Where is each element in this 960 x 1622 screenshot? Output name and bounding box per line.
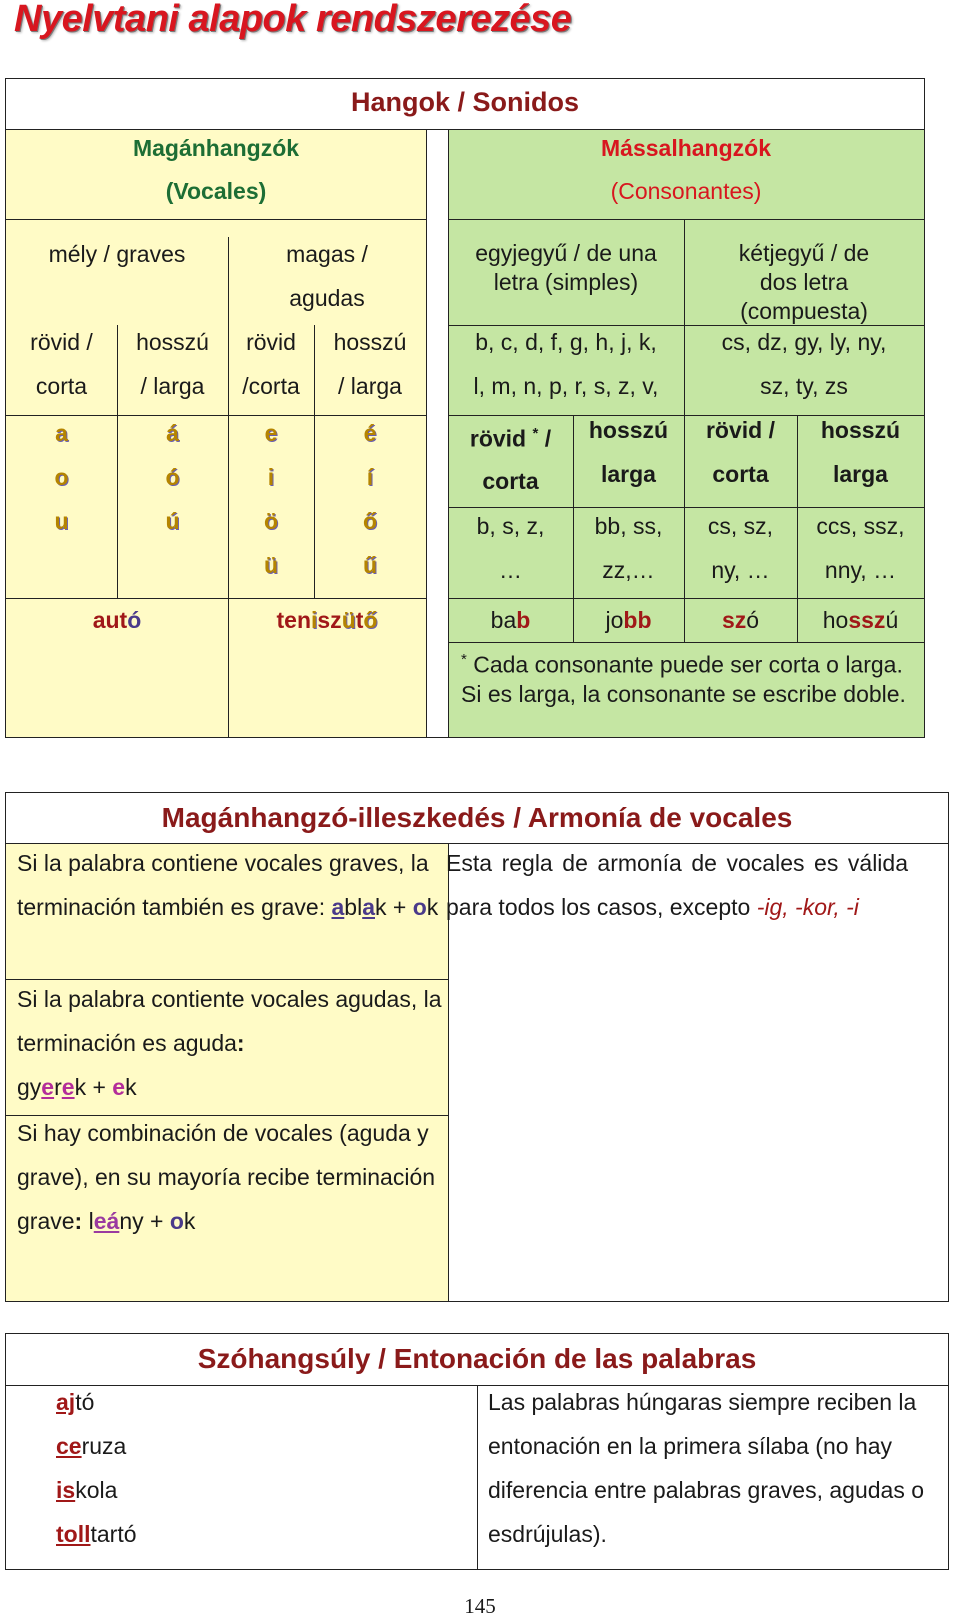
grave-vowels-label: mély / graves — [48, 241, 186, 267]
long-single-examples-2: zz,… — [602, 557, 655, 583]
page-title: Nyelvtani alapok rendszerezése — [14, 0, 572, 40]
vowel-letter: ő — [362, 508, 378, 534]
consonants-title: Mássalhangzók — [601, 135, 771, 161]
vowel-col-long-3: hosszú — [333, 329, 407, 355]
page-number: 145 — [464, 1594, 496, 1618]
long-single-examples-1: bb, ss, — [594, 513, 663, 539]
word-stress-table — [5, 1333, 949, 1570]
vowel-letter: ü — [263, 552, 279, 578]
vowel-col-short-2: corta — [35, 373, 88, 399]
sounds-title: Hangok / Sonidos — [350, 87, 579, 117]
long-consonant-label-2: larga — [601, 461, 656, 487]
vowel-col-long-1: hosszú — [136, 329, 209, 355]
vowel-letter: ú — [165, 508, 180, 534]
vowel-letter: ö — [263, 508, 279, 534]
single-letter-label-2: letra (simples) — [493, 269, 639, 295]
harmony-rule-mixed: Si hay combinación de vocales (aguda y grave), en su mayoría recibe terminación grave: leány + ok — [17, 1120, 436, 1234]
vowel-letter: ó — [165, 464, 180, 490]
double-letter-label-1: kétjegyű / de — [738, 240, 870, 266]
short-double-label-1: rövid / — [705, 417, 775, 443]
short-consonant-label-2: corta — [482, 468, 539, 494]
stress-word: iskola — [56, 1477, 118, 1503]
short-double-examples-2: ny, … — [711, 557, 770, 583]
vowel-col-short-1: rövid / — [30, 329, 93, 355]
vowel-letter: u — [54, 508, 69, 534]
stress-word: ajtó — [56, 1389, 95, 1415]
long-consonant-label-1: hosszú — [588, 417, 669, 443]
vowel-letter: é — [363, 420, 377, 446]
short-consonant-label: rövid * / — [469, 425, 552, 452]
consonant-example-word: hosszú — [822, 607, 899, 633]
single-letter-label-1: egyjegyű / de una — [475, 240, 657, 266]
harmony-title: Magánhangzó-illeszkedés / Armonía de vocales — [161, 802, 793, 833]
vowel-letter: í — [366, 464, 374, 490]
stress-word: tolltartó — [56, 1521, 137, 1547]
vowel-harmony-table — [5, 792, 949, 1302]
harmony-rule-grave: Si la palabra contiene vocales graves, la terminación también es grave: ablak + ok — [17, 850, 439, 920]
consonant-example-word: jobb — [605, 607, 652, 633]
long-double-label-2: larga — [833, 461, 888, 487]
vowel-letter: ű — [362, 552, 378, 578]
acute-vowels-label-2: agudas — [289, 285, 365, 311]
single-consonants-2: l, m, n, p, r, s, z, v, — [473, 373, 659, 399]
vowel-col-long-4: / larga — [338, 373, 402, 399]
double-consonants-2: sz, ty, zs — [760, 373, 848, 399]
sounds-table — [5, 78, 925, 738]
vowel-letter: a — [55, 420, 68, 446]
asterisk-note: * Cada consonante puede ser corta o larga. Si es larga, la consonante se escribe doble. — [461, 651, 906, 707]
vowel-letter: e — [264, 420, 278, 446]
long-double-examples-2: nny, … — [824, 557, 897, 583]
consonant-example-word: szó — [721, 607, 760, 633]
short-single-examples-2: … — [499, 557, 522, 583]
stress-title: Szóhangsúly / Entonación de las palabras — [197, 1343, 757, 1374]
single-consonants-1: b, c, d, f, g, h, j, k, — [475, 329, 657, 355]
double-letter-label-3: (compuesta) — [740, 298, 868, 324]
double-consonants-1: cs, dz, gy, ly, ny, — [721, 329, 887, 355]
vowel-col-long-2: / larga — [140, 373, 205, 399]
vowel-col-short-3: rövid — [246, 329, 296, 355]
long-double-label-1: hosszú — [820, 417, 901, 443]
vowels-subtitle: (Vocales) — [165, 178, 267, 204]
acute-vowels-label-1: magas / — [286, 241, 368, 267]
consonants-subtitle: (Consonantes) — [610, 178, 762, 204]
short-double-label-2: corta — [712, 461, 769, 487]
long-double-examples-1: ccs, ssz, — [816, 513, 905, 539]
stress-explanation: Las palabras húngaras siempre reciben la entonación en la primera sílaba (no hay diferencia entre palabras graves, agudas o esdrújulas). — [488, 1389, 925, 1547]
vowels-title: Magánhangzók — [132, 135, 300, 161]
harmony-rule-acute: Si la palabra contiente vocales agudas, la terminación es aguda: gyerek + ek — [17, 986, 442, 1100]
stress-word: ceruza — [56, 1433, 127, 1459]
example-acute-word: teniszütő — [276, 607, 378, 633]
vowel-letter: á — [166, 420, 179, 446]
short-double-examples-1: cs, sz, — [707, 513, 774, 539]
short-single-examples-1: b, s, z, — [476, 513, 545, 539]
vowel-letter: i — [267, 464, 275, 490]
harmony-exception: Esta regla de armonía de vocales es válida para todos los casos, excepto -ig, -kor, -i — [446, 850, 908, 920]
example-grave-word: autó — [92, 607, 142, 633]
double-letter-label-2: dos letra — [759, 269, 849, 295]
vowel-letter: o — [54, 464, 69, 490]
consonant-example-word: bab — [490, 607, 531, 633]
vowel-col-short-4: /corta — [242, 373, 300, 399]
